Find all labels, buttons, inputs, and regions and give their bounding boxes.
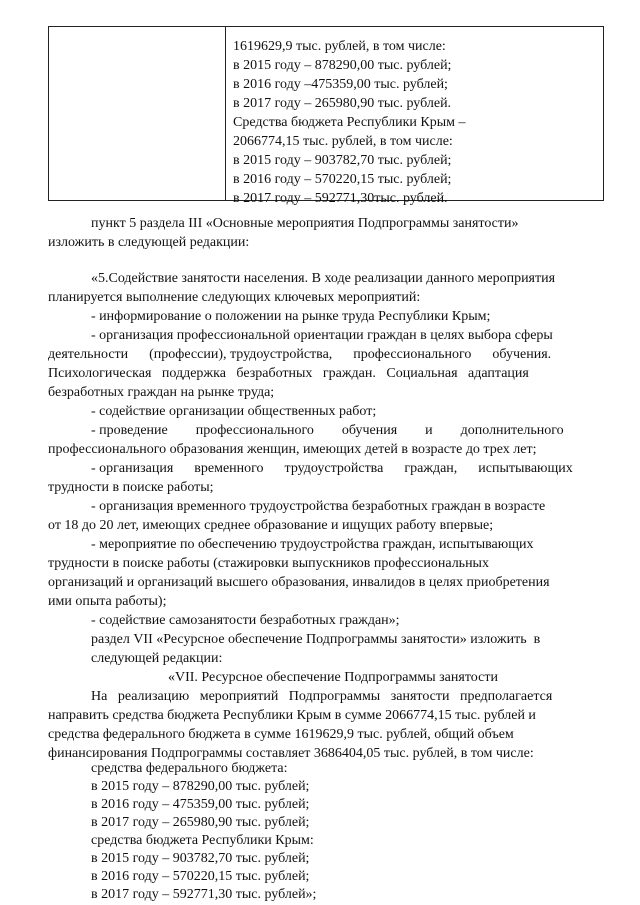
table-line: в 2017 году – 592771,30тыс. рублей. xyxy=(233,191,448,206)
funding-line: средства федерального бюджета: xyxy=(91,761,288,776)
section5-line: - мероприятие по обеспечению трудоустройства граждан, испытывающих xyxy=(91,537,534,552)
funding-line: в 2016 году – 570220,15 тыс. рублей; xyxy=(91,869,310,884)
section7-paragraph-line: средства федерального бюджета в сумме 1619629,9 тыс. рублей, общий объем xyxy=(48,727,514,742)
table-line: в 2015 году – 878290,00 тыс. рублей; xyxy=(233,58,452,73)
section5-line: - организация временного трудоустройства безработных граждан в возрасте xyxy=(91,499,546,514)
funding-line: средства бюджета Республики Крым: xyxy=(91,833,314,848)
section5-line: профессионального образования женщин, имеющих детей в возрасте до трех лет; xyxy=(48,442,537,457)
funding-line: в 2016 году – 475359,00 тыс. рублей; xyxy=(91,797,310,812)
section7-heading: «VII. Ресурсное обеспечение Подпрограммы занятости xyxy=(168,670,498,685)
section7-intro-line-1: раздел VII «Ресурсное обеспечение Подпрограммы занятости» изложить в xyxy=(91,632,541,647)
section7-paragraph-line: финансирования Подпрограммы составляет 3686404,05 тыс. рублей, в том числе: xyxy=(48,746,534,761)
table-line: Средства бюджета Республики Крым – xyxy=(233,115,466,130)
section5-line: трудности в поиске работы (стажировки выпускников профессиональных xyxy=(48,556,489,571)
section5-line: «5.Содействие занятости населения. В ходе реализации данного мероприятия xyxy=(91,271,556,286)
section5-line: - проведение профессионального обучения и дополнительного xyxy=(91,423,564,438)
funding-line: в 2015 году – 878290,00 тыс. рублей; xyxy=(91,779,310,794)
table-right-cell xyxy=(233,37,597,208)
table-line: 2066774,15 тыс. рублей, в том числе: xyxy=(233,134,453,149)
section7-intro-line-2: следующей редакции: xyxy=(91,651,223,666)
section5-line: - организация временного трудоустройства граждан, испытывающих xyxy=(91,461,573,476)
section5-line: - организация профессиональной ориентации граждан в целях выбора сферы xyxy=(91,328,553,343)
section5-line: - содействие организации общественных работ; xyxy=(91,404,377,419)
section5-line: планируется выполнение следующих ключевых мероприятий: xyxy=(48,290,421,305)
section5-line: ими опыта работы); xyxy=(48,594,167,609)
funding-line: в 2017 году – 592771,30 тыс. рублей»; xyxy=(91,887,317,902)
table-line: в 2015 году – 903782,70 тыс. рублей; xyxy=(233,153,452,168)
table-line: в 2016 году – 570220,15 тыс. рублей; xyxy=(233,172,452,187)
table-line: в 2016 году –475359,00 тыс. рублей; xyxy=(233,77,448,92)
intro-line-2: изложить в следующей редакции: xyxy=(48,235,250,250)
funding-line: в 2017 году – 265980,90 тыс. рублей; xyxy=(91,815,310,830)
intro-line-1: пункт 5 раздела III «Основные мероприятия Подпрограммы занятости» xyxy=(91,216,519,231)
funding-line: в 2015 году – 903782,70 тыс. рублей; xyxy=(91,851,310,866)
section5-line: - информирование о положении на рынке труда Республики Крым; xyxy=(91,309,491,324)
section5-line: трудности в поиске работы; xyxy=(48,480,214,495)
section7-paragraph-line: направить средства бюджета Республики Крым в сумме 2066774,15 тыс. рублей и xyxy=(48,708,536,723)
section5-line: организаций и организаций высшего образования, инвалидов в целях приобретения xyxy=(48,575,550,590)
table-line: 1619629,9 тыс. рублей, в том числе: xyxy=(233,39,446,54)
section5-line: Психологическая поддержка безработных граждан. Социальная адаптация xyxy=(48,366,529,381)
table-line: в 2017 году – 265980,90 тыс. рублей. xyxy=(233,96,452,111)
section5-line: деятельности (профессии), трудоустройства, профессионального обучения. xyxy=(48,347,552,362)
section5-line: - содействие самозанятости безработных граждан»; xyxy=(91,613,400,628)
section7-paragraph-line: На реализацию мероприятий Подпрограммы занятости предполагается xyxy=(91,689,553,704)
section5-line: безработных граждан на рынке труда; xyxy=(48,385,275,400)
funding-table xyxy=(48,26,604,206)
section5-line: от 18 до 20 лет, имеющих среднее образование и ищущих работу впервые; xyxy=(48,518,494,533)
table-left-cell xyxy=(49,27,226,200)
